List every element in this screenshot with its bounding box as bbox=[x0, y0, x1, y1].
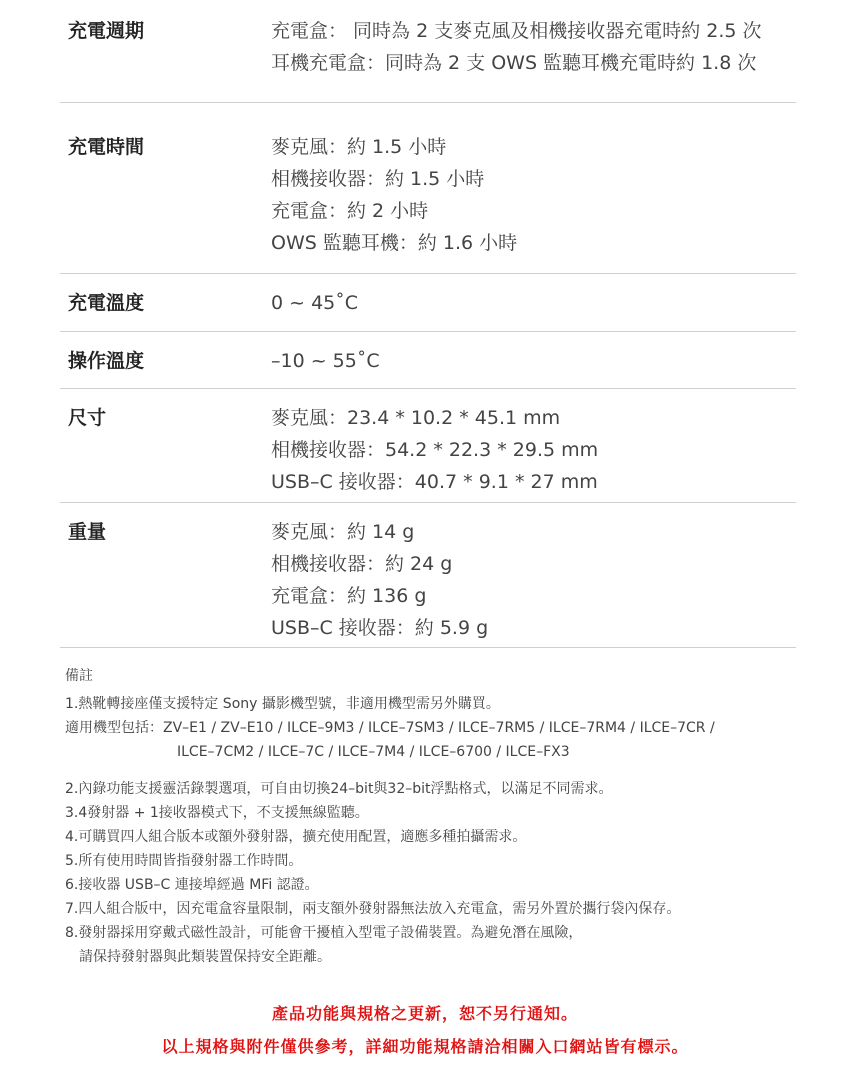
spec-value: USB–C 接收器：40.7 * 9.1 * 27 mm bbox=[271, 471, 598, 493]
spec-values bbox=[271, 345, 796, 388]
notes-spacer bbox=[65, 764, 825, 777]
disclaimer-reference-notice: 以上規格與附件僅供參考，詳細功能規格請洽相關入口網站皆有標示。 bbox=[161, 1037, 689, 1056]
spec-label: 重量 bbox=[68, 521, 107, 543]
spec-values bbox=[271, 516, 796, 647]
note-item-continued: 請保持發射器與此類裝置保持安全距離。 bbox=[79, 949, 331, 965]
spec-value: 充電盒：約 136 g bbox=[271, 585, 427, 607]
spec-label: 充電時間 bbox=[68, 136, 145, 158]
spec-value: –10 ~ 55˚C bbox=[271, 350, 380, 372]
spec-value: 相機接收器：54.2 * 22.3 * 29.5 mm bbox=[271, 439, 599, 461]
spec-label: 尺寸 bbox=[68, 407, 107, 429]
note-item: 5.所有使用時間皆指發射器工作時間。 bbox=[65, 853, 303, 869]
spec-value: 麥克風：約 1.5 小時 bbox=[271, 136, 447, 158]
spec-values bbox=[271, 287, 796, 331]
note-item: 2.內錄功能支援靈活錄製選項，可自由切換24–bit與32–bit浮點格式，以滿足不同需求。 bbox=[65, 781, 613, 797]
spec-table bbox=[60, 0, 796, 648]
compatible-models-line: 適用機型包括：ZV–E1 / ZV–E10 / ILCE–9M3 / ILCE–7SM3 / ILCE–7RM5 / ILCE–7RM4 / ILCE–7CR / bbox=[65, 720, 715, 736]
spec-value: OWS 監聽耳機：約 1.6 小時 bbox=[271, 232, 518, 254]
note-item: 4.可購買四人組合版本或額外發射器，擴充使用配置，適應多種拍攝需求。 bbox=[65, 829, 527, 845]
notes-title: 備註 bbox=[65, 668, 93, 684]
spec-value: 充電盒： 同時為 2 支麥克風及相機接收器充電時約 2.5 次 bbox=[271, 20, 762, 42]
spec-label: 充電溫度 bbox=[68, 292, 145, 314]
spec-values bbox=[271, 131, 796, 273]
spec-row-charge-time bbox=[60, 103, 796, 274]
note-item: 8.發射器採用穿戴式磁性設計，可能會干擾植入型電子設備裝置。為避免潛在風險， bbox=[65, 925, 583, 941]
spec-row-dimensions bbox=[60, 389, 796, 503]
compatible-models-line: ILCE–7CM2 / ILCE–7C / ILCE–7M4 / ILCE–6700 / ILCE–FX3 bbox=[177, 744, 570, 760]
spec-value: 麥克風：23.4 * 10.2 * 45.1 mm bbox=[271, 407, 561, 429]
spec-label: 充電週期 bbox=[68, 20, 145, 42]
spec-row-operating-temperature bbox=[60, 332, 796, 389]
spec-row-weight bbox=[60, 503, 796, 648]
spec-value: 麥克風：約 14 g bbox=[271, 521, 415, 543]
note-item: 3.4發射器 + 1接收器模式下，不支援無線監聽。 bbox=[65, 805, 369, 821]
spec-value: 相機接收器：約 24 g bbox=[271, 553, 453, 575]
spec-label: 操作溫度 bbox=[68, 350, 145, 372]
notes-section bbox=[65, 664, 825, 969]
note-item: 6.接收器 USB–C 連接埠經過 MFi 認證。 bbox=[65, 877, 319, 893]
spec-value: USB–C 接收器：約 5.9 g bbox=[271, 617, 489, 639]
note-item: 1.熱靴轉接座僅支援特定 Sony 攝影機型號，非適用機型需另外購買。 bbox=[65, 696, 500, 712]
spec-values bbox=[271, 15, 796, 102]
spec-value: 相機接收器：約 1.5 小時 bbox=[271, 168, 485, 190]
spec-row-charge-cycles bbox=[60, 0, 796, 103]
spec-value: 充電盒：約 2 小時 bbox=[271, 200, 429, 222]
spec-values bbox=[271, 402, 796, 502]
disclaimer-update-notice: 產品功能與規格之更新，恕不另行通知。 bbox=[271, 1004, 578, 1023]
note-item: 7.四人組合版中，因充電盒容量限制，兩支額外發射器無法放入充電盒，需另外置於攜行袋內保存。 bbox=[65, 901, 681, 917]
spec-row-charge-temperature bbox=[60, 274, 796, 332]
spec-value: 0 ~ 45˚C bbox=[271, 292, 359, 314]
spec-value: 耳機充電盒：同時為 2 支 OWS 監聽耳機充電時約 1.8 次 bbox=[271, 52, 757, 74]
